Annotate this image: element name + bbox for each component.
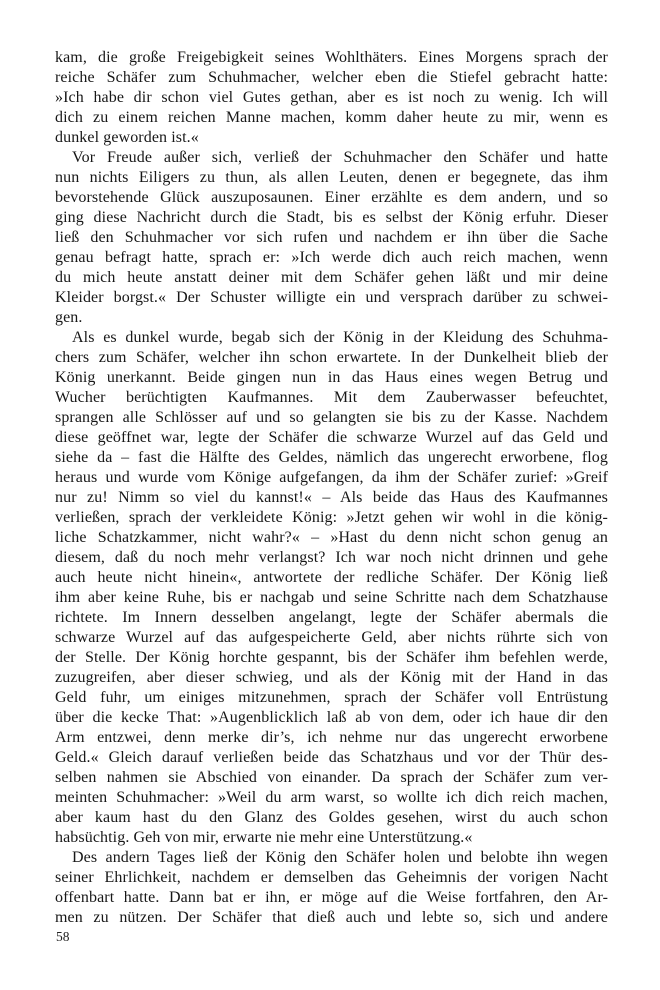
text-line: Vor Freude außer sich, verließ der Schuhmacher den Schäfer und hatte bbox=[72, 149, 608, 166]
text-line: über die kecke That: »Augenblicklich laß ab von dem, oder ich haue dir den bbox=[55, 709, 608, 726]
text-line: schwarze Wurzel auf das aufgespeicherte Geld, aber nichts rührte sich von bbox=[55, 629, 608, 646]
text-line: Als es dunkel wurde, begab sich der König in der Kleidung des Schuhma- bbox=[72, 329, 608, 346]
paragraph bbox=[55, 148, 608, 328]
text-line: ihm aber keine Ruhe, bis er nachgab und seine Schritte nach dem Schatzhause bbox=[55, 589, 608, 606]
text-line: nur zu! Nimm so viel du kannst!« – Als beide das Haus des Kaufmannes bbox=[55, 489, 608, 506]
text-line: aber kaum hast du den Glanz des Goldes gesehen, wirst du auch schon bbox=[55, 809, 608, 826]
text-line: Wucher berüchtigten Kaufmannes. Mit dem Zauberwasser befeuchtet, bbox=[55, 389, 608, 406]
text-line: ging diese Nachricht durch die Stadt, bis es selbst der König erfuhr. Dieser bbox=[55, 209, 608, 226]
text-line: »Ich habe dir schon viel Gutes gethan, aber es ist noch zu wenig. Ich will bbox=[55, 89, 608, 106]
text-line: seiner Ehrlichkeit, nachdem er demselben das Geheimnis der vorigen Nacht bbox=[55, 869, 608, 886]
text-line: zuzugreifen, aber dieser schwieg, und als der König mit der Hand in das bbox=[55, 669, 608, 686]
text-line: ließ den Schuhmacher vor sich rufen und nachdem er ihn über die Sache bbox=[55, 229, 608, 246]
text-line: richtete. Im Innern desselben angelangt, legte der Schäfer abermals die bbox=[55, 609, 608, 626]
text-line: habsüchtig. Geh von mir, erwarte nie mehr eine Unterstützung.« bbox=[55, 829, 473, 846]
text-line: diesem, daß du noch mehr verlangst? Ich war noch nicht drinnen und gehe bbox=[55, 549, 608, 566]
text-line: liche Schatzkammer, nicht wahr?« – »Hast du denn nicht schon genug an bbox=[55, 529, 608, 546]
paragraph bbox=[55, 48, 608, 148]
text-line: men zu nützen. Der Schäfer that dieß auch und lebte so, sich und andere bbox=[55, 909, 608, 926]
text-line: auch heute nicht hinein«, antwortete der redliche Schäfer. Der König ließ bbox=[55, 569, 608, 586]
text-line: selben nahmen sie Abschied von einander. Da sprach der Schäfer zum ver- bbox=[55, 769, 608, 786]
text-line: der Stelle. Der König horchte gespannt, bis der Schäfer ihm befehlen werde, bbox=[55, 649, 608, 666]
text-line: sprangen alle Schlösser auf und so gelangten sie bis zu der Kasse. Nachdem bbox=[55, 409, 608, 426]
text-line: Arm entzwei, denn merke dir’s, ich nehme nur das ungerecht erworbene bbox=[55, 729, 608, 746]
text-line: nun nichts Eiligers zu thun, als allen Leuten, denen er begegnete, das ihm bbox=[55, 169, 608, 186]
text-line: genau befragt hatte, sprach er: »Ich werde dich auch reich machen, wenn bbox=[55, 249, 608, 266]
text-line: heraus und wurde vom Könige aufgefangen, da ihm der Schäfer zurief: »Greif bbox=[55, 469, 608, 486]
page-number: 58 bbox=[56, 929, 70, 944]
text-line: Kleider borgst.« Der Schuster willigte ein und versprach darüber zu schwei- bbox=[55, 289, 608, 306]
paragraph bbox=[55, 848, 608, 928]
text-line: gen. bbox=[55, 309, 83, 326]
text-line: dich zu einem reichen Manne machen, komm daher heute zu mir, wenn es bbox=[55, 109, 608, 126]
text-line: reiche Schäfer zum Schuhmacher, welcher eben die Stiefel gebracht hatte: bbox=[55, 69, 608, 86]
text-line: kam, die große Freigebigkeit seines Wohlthäters. Eines Morgens sprach der bbox=[55, 49, 608, 66]
text-line: Geld.« Gleich darauf verließen beide das Schatzhaus und vor der Thür des- bbox=[55, 749, 608, 766]
paragraph bbox=[55, 328, 608, 848]
text-column bbox=[55, 48, 608, 928]
text-line: verließen, sprach der verkleidete König: »Jetzt gehen wir wohl in die könig- bbox=[55, 509, 608, 526]
text-line: Geld fuhr, um einiges mitzunehmen, sprach der Schäfer voll Entrüstung bbox=[55, 689, 608, 706]
text-line: siehe da – fast die Hälfte des Geldes, nämlich das ungerecht erworbene, flog bbox=[55, 449, 608, 466]
text-line: bevorstehende Glück auszuposaunen. Einer erzählte es dem andern, und so bbox=[55, 189, 608, 206]
text-line: Des andern Tages ließ der König den Schäfer holen und belobte ihn wegen bbox=[72, 849, 608, 866]
text-line: dunkel geworden ist.« bbox=[55, 129, 199, 146]
text-line: diese geöffnet war, legte der Schäfer die schwarze Wurzel auf das Geld und bbox=[55, 429, 608, 446]
text-line: meinten Schuhmacher: »Weil du arm warst, so wollte ich dich reich machen, bbox=[55, 789, 608, 806]
text-line: du mich heute anstatt deiner mit dem Schäfer gehen läßt und mir deine bbox=[55, 269, 608, 286]
text-line: König unerkannt. Beide gingen nun in das Haus eines wegen Betrug und bbox=[55, 369, 608, 386]
text-line: chers zum Schäfer, welcher ihn schon erwartete. In der Dunkelheit blieb der bbox=[55, 349, 608, 366]
text-line: offenbart hatte. Dann bat er ihn, er möge auf die Weise fortfahren, den Ar- bbox=[55, 889, 608, 906]
